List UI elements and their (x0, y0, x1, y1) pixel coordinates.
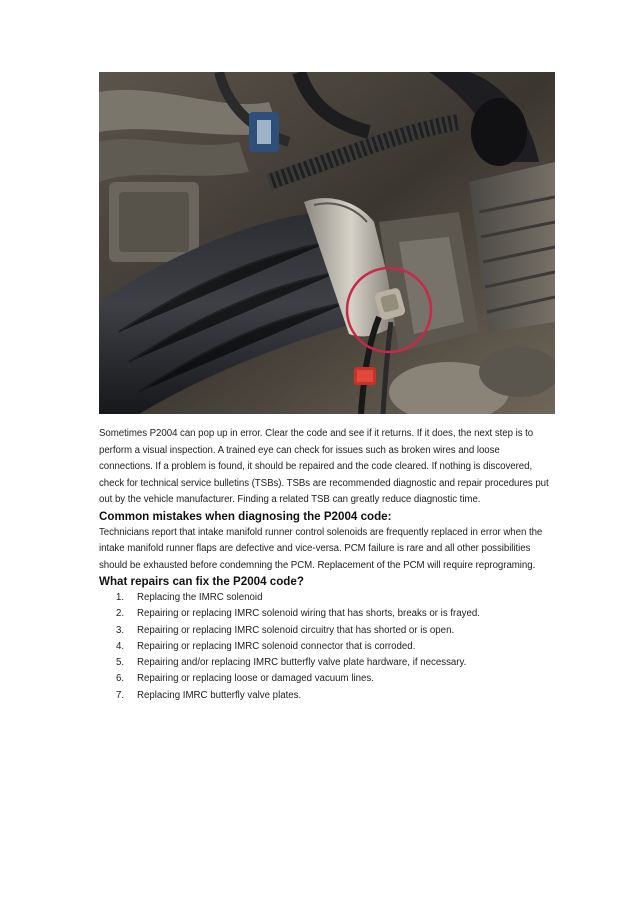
heading-common-mistakes: Common mistakes when diagnosing the P2004 code: (99, 509, 392, 523)
heading-repairs: What repairs can fix the P2004 code? (99, 575, 304, 588)
list-item-number: 5. (116, 657, 125, 669)
list-item (99, 655, 551, 671)
list-item (99, 623, 551, 639)
list-item (99, 590, 551, 606)
list-item (99, 688, 551, 704)
article-content (99, 426, 551, 704)
repair-list (99, 590, 551, 704)
list-item-number: 4. (116, 640, 125, 652)
intro-paragraph: Sometimes P2004 can pop up in error. Clear the code and see if it returns. If it does, the next step is to perform a visual inspection. A trained eye can check for issues such as broken wires and loose connections. If a problem is found, it should be repaired and the code cleared. If nothing is discovered, check for technical service bulletins (TSBs). TSBs are recommended diagnostic and repair procedures put out by the vehicle manufacturer. Finding a related TSB can greatly reduce diagnostic time. (99, 428, 549, 505)
list-item-text: Repairing or replacing IMRC solenoid connector that is corroded. (137, 640, 416, 652)
list-item-text: Replacing IMRC butterfly valve plates. (137, 689, 302, 701)
engine-bay-illustration (99, 72, 555, 414)
list-item (99, 639, 551, 655)
list-item (99, 606, 551, 622)
list-item (99, 671, 551, 687)
list-item-number: 2. (116, 608, 125, 620)
list-item-text: Repairing or replacing IMRC solenoid circuitry that has shorted or is open. (137, 624, 455, 636)
list-item-number: 1. (116, 592, 125, 603)
list-item-number: 3. (116, 624, 125, 636)
list-item-number: 6. (116, 673, 125, 685)
list-item-text: Repairing and/or replacing IMRC butterfly valve plate hardware, if necessary. (137, 657, 467, 669)
list-item-text: Repairing or replacing IMRC solenoid wiring that has shorts, breaks or is frayed. (137, 608, 480, 620)
mistakes-paragraph: Technicians report that intake manifold runner control solenoids are frequently replaced in error when the intake manifold runner flaps are defective and vice-versa. PCM failure is rare and all other possibilities should be exhausted before condemning the PCM. Replacement of the PCM will require reprograming. (99, 526, 543, 571)
list-item-number: 7. (116, 689, 125, 701)
engine-bay-photo (99, 72, 555, 414)
list-item-text: Repairing or replacing loose or damaged vacuum lines. (137, 673, 374, 685)
list-item-text: Replacing the IMRC solenoid (137, 592, 263, 603)
